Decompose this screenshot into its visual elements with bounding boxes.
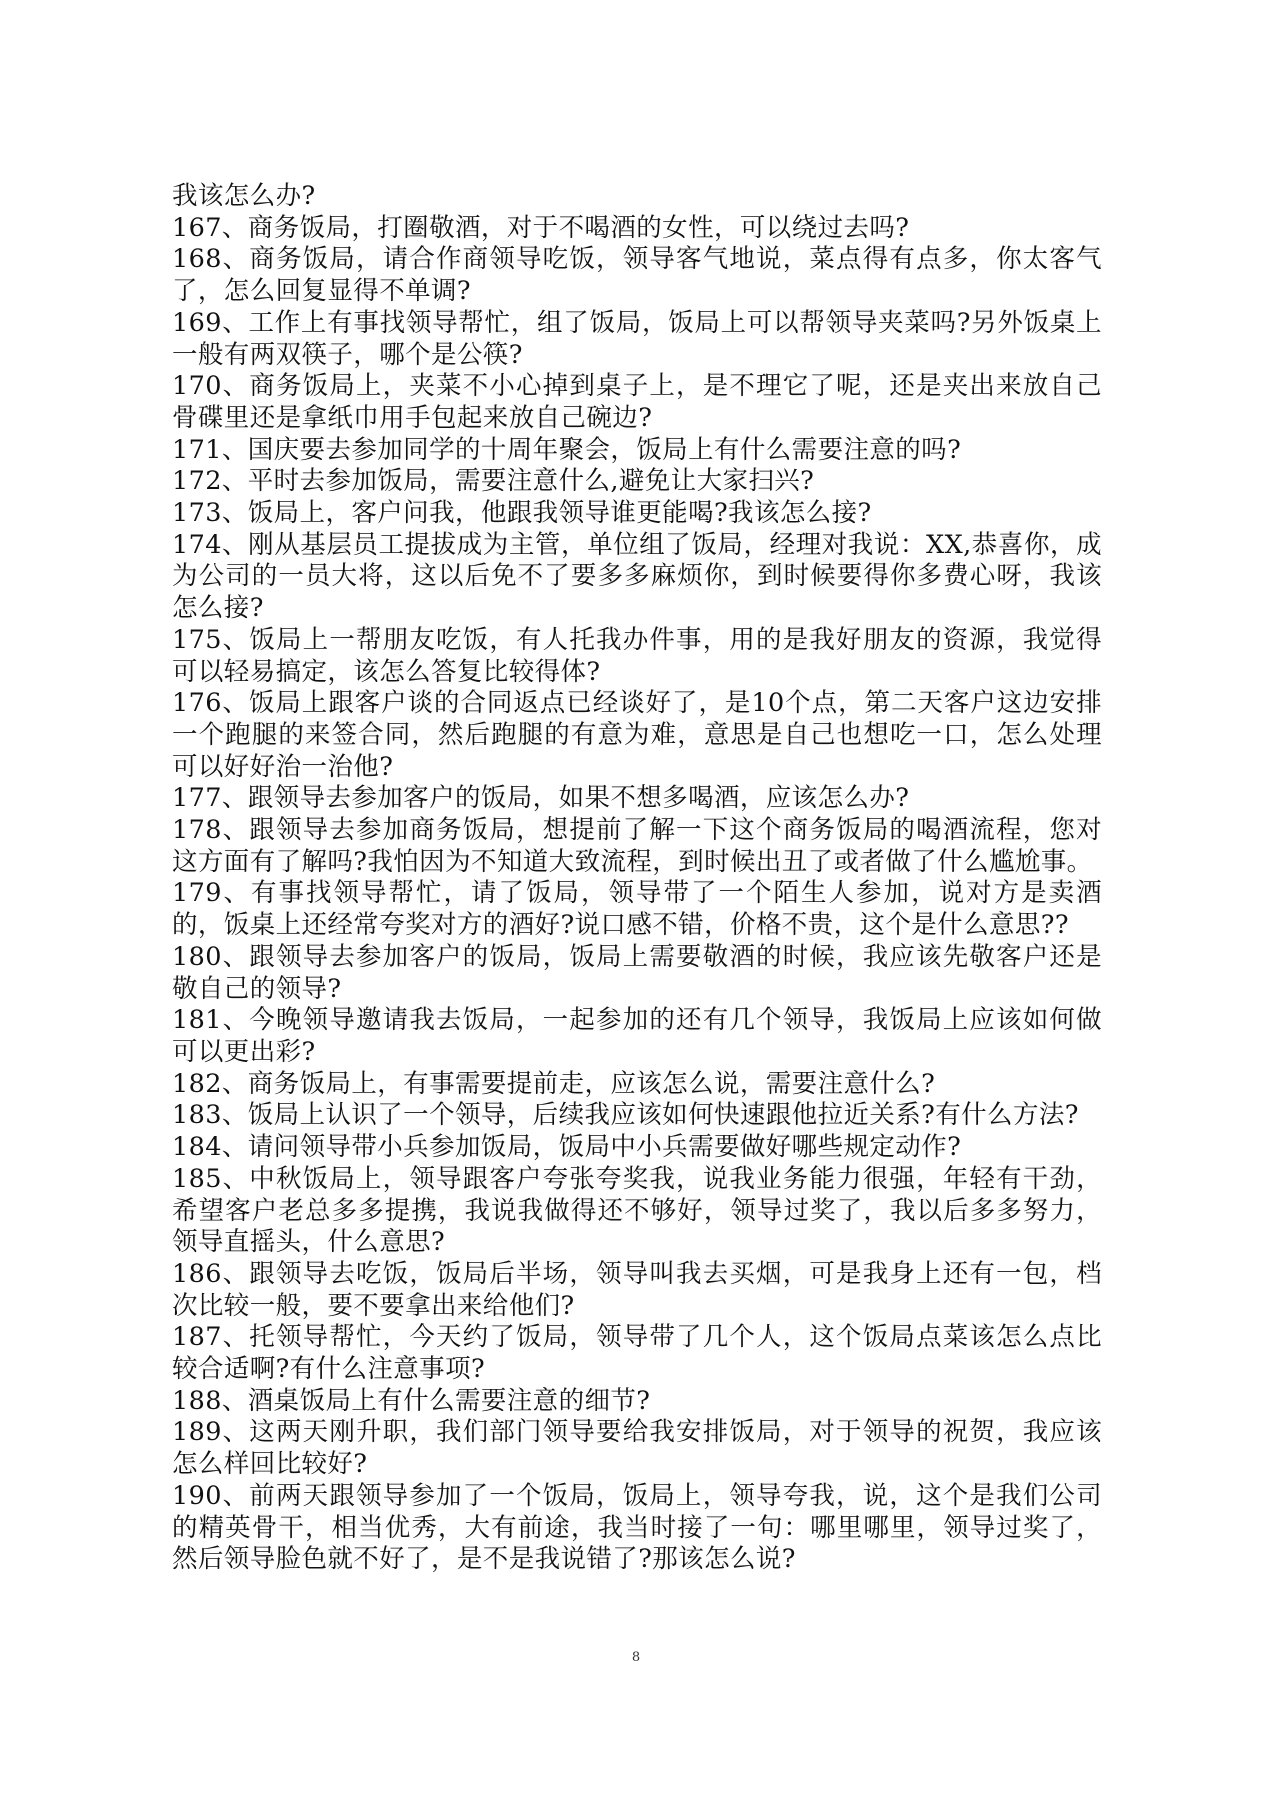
paragraph: 188、酒桌饭局上有什么需要注意的细节?: [172, 1385, 651, 1416]
paragraph: 176、饭局上跟客户谈的合同返点已经谈好了，是10个点，第二天客户这边安排一个跑腿的来签合同，然后跑腿的有意为难，意思是自己也想吃一口，怎么处理可以好好治一治他?: [172, 688, 1102, 782]
paragraph: 186、跟领导去吃饭，饭局后半场，领导叫我去买烟，可是我身上还有一包，档次比较一般，要不要拿出来给他们?: [172, 1258, 1102, 1321]
paragraph: 172、平时去参加饭局，需要注意什么,避免让大家扫兴?: [172, 466, 815, 497]
paragraph: 167、商务饭局，打圈敬酒，对于不喝酒的女性，可以绕过去吗?: [172, 212, 910, 243]
paragraph: 179、有事找领导帮忙，请了饭局，领导带了一个陌生人参加，说对方是卖酒的，饭桌上还经常夸奖对方的酒好?说口感不错，价格不贵，这个是什么意思??: [172, 878, 1102, 941]
paragraph: 187、托领导帮忙，今天约了饭局，领导带了几个人，这个饭局点菜该怎么点比较合适啊?有什么注意事项?: [172, 1322, 1102, 1385]
paragraph: 189、这两天刚升职，我们部门领导要给我安排饭局，对于领导的祝贺，我应该怎么样回比较好?: [172, 1417, 1102, 1480]
paragraph: 173、饭局上，客户问我，他跟我领导谁更能喝?我该怎么接?: [172, 498, 872, 529]
paragraph: 178、跟领导去参加商务饭局，想提前了解一下这个商务饭局的喝酒流程，您对这方面有了解吗?我怕因为不知道大致流程，到时候出丑了或者做了什么尴尬事。: [172, 815, 1102, 877]
paragraph: 177、跟领导去参加客户的饭局，如果不想多喝酒，应该怎么办?: [172, 783, 910, 814]
document-body: [172, 181, 1102, 1576]
paragraph: 185、中秋饭局上，领导跟客户夸张夸奖我，说我业务能力很强，年轻有干劲，希望客户老总多多提携，我说我做得还不够好，领导过奖了，我以后多多努力，领导直摇头，什么意思?: [172, 1163, 1102, 1258]
paragraph: 170、商务饭局上，夹菜不小心掉到桌子上，是不理它了呢，还是夹出来放自己骨碟里还是拿纸巾用手包起来放自己碗边?: [172, 371, 1102, 433]
paragraph: 183、饭局上认识了一个领导，后续我应该如何快速跟他拉近关系?有什么方法?: [172, 1100, 1079, 1131]
paragraph: 181、今晚领导邀请我去饭局，一起参加的还有几个领导，我饭局上应该如何做可以更出彩?: [172, 1005, 1102, 1067]
paragraph: 184、请问领导带小兵参加饭局，饭局中小兵需要做好哪些规定动作?: [172, 1132, 962, 1163]
paragraph: 168、商务饭局，请合作商领导吃饭，领导客气地说，菜点得有点多，你太客气了，怎么回复显得不单调?: [172, 244, 1102, 307]
paragraph: 171、国庆要去参加同学的十周年聚会，饭局上有什么需要注意的吗?: [172, 434, 962, 465]
page-number: 8: [631, 1650, 641, 1665]
paragraph: 175、饭局上一帮朋友吃饭，有人托我办件事，用的是我好朋友的资源，我觉得可以轻易搞定，该怎么答复比较得体?: [172, 624, 1102, 687]
paragraph: 180、跟领导去参加客户的饭局，饭局上需要敬酒的时候，我应该先敬客户还是敬自己的领导?: [172, 941, 1102, 1004]
paragraph: 我该怎么办?: [172, 181, 316, 211]
paragraph: 169、工作上有事找领导帮忙，组了饭局，饭局上可以帮领导夹菜吗?另外饭桌上一般有两双筷子，哪个是公筷?: [172, 307, 1102, 370]
paragraph: 182、商务饭局上，有事需要提前走，应该怎么说，需要注意什么?: [172, 1068, 936, 1099]
paragraph: 190、前两天跟领导参加了一个饭局，饭局上，领导夸我，说，这个是我们公司的精英骨干，相当优秀，大有前途，我当时接了一句：哪里哪里，领导过奖了，然后领导脸色就不好了，是不是我说错了?那该怎么说?: [172, 1480, 1102, 1575]
paragraph: 174、刚从基层员工提拔成为主管，单位组了饭局，经理对我说：XX,恭喜你，成为公司的一员大将，这以后免不了要多多麻烦你，到时候要得你多费心呀，我该怎么接?: [172, 529, 1102, 624]
